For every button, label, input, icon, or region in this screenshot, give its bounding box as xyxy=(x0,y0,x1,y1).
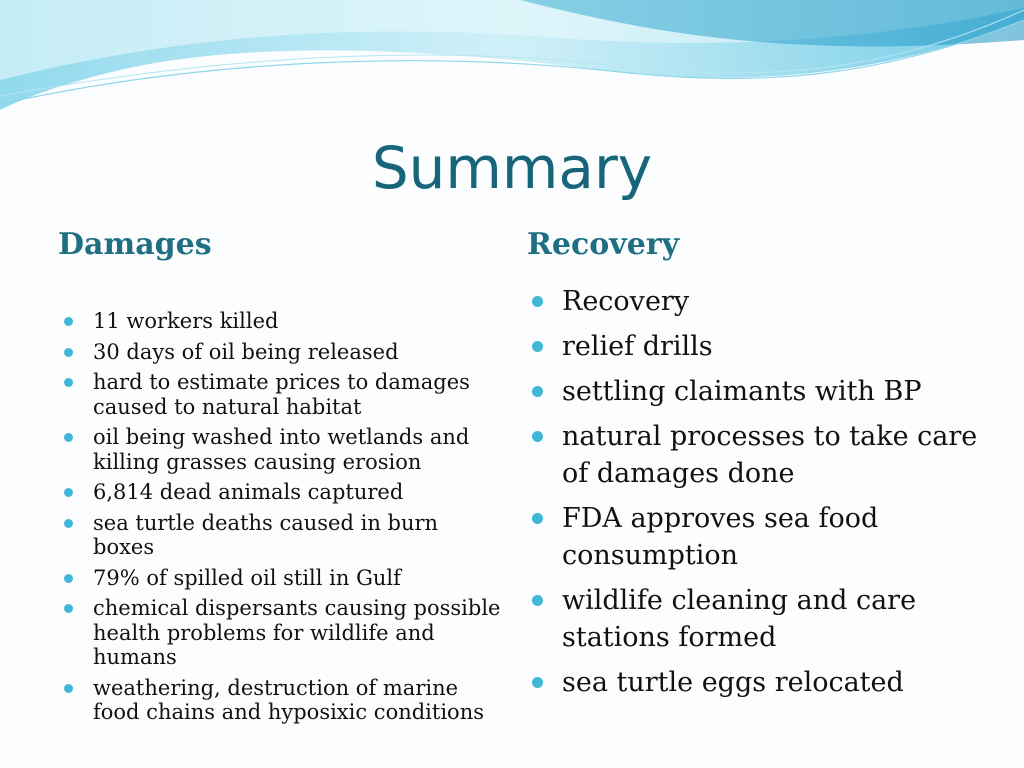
bullet-icon xyxy=(64,574,73,583)
list-item: FDA approves sea food consumption xyxy=(530,500,980,574)
bullet-icon xyxy=(64,488,73,497)
bullet-icon xyxy=(64,317,73,326)
bullet-icon xyxy=(64,348,73,357)
bullet-icon xyxy=(532,296,543,307)
damages-heading: Damages xyxy=(58,227,212,262)
recovery-heading: Recovery xyxy=(527,227,680,262)
list-item: wildlife cleaning and care stations formed xyxy=(530,582,980,656)
bullet-icon xyxy=(64,378,73,387)
bullet-icon xyxy=(64,433,73,442)
bullet-icon xyxy=(532,431,543,442)
bullet-icon xyxy=(64,684,73,693)
recovery-list xyxy=(530,283,980,709)
bullet-icon xyxy=(64,604,73,613)
decorative-wave-banner xyxy=(0,0,1024,130)
bullet-icon xyxy=(532,677,543,688)
list-item: settling claimants with BP xyxy=(530,373,980,410)
list-item: 6,814 dead animals captured xyxy=(62,480,502,505)
list-item: oil being washed into wetlands and killing grasses causing erosion xyxy=(62,425,502,474)
list-item: sea turtle deaths caused in burn boxes xyxy=(62,511,502,560)
list-item: relief drills xyxy=(530,328,980,365)
list-item: Recovery xyxy=(530,283,980,320)
list-item: 11 workers killed xyxy=(62,309,502,334)
list-item: 79% of spilled oil still in Gulf xyxy=(62,566,502,591)
bullet-icon xyxy=(532,341,543,352)
list-item: 30 days of oil being released xyxy=(62,340,502,365)
slide-title: Summary xyxy=(371,134,653,202)
bullet-icon xyxy=(532,595,543,606)
list-item: chemical dispersants causing possible health problems for wildlife and humans xyxy=(62,596,502,670)
bullet-icon xyxy=(532,513,543,524)
list-item: weathering, destruction of marine food chains and hyposixic conditions xyxy=(62,676,502,725)
list-item: natural processes to take care of damages done xyxy=(530,418,980,492)
bullet-icon xyxy=(64,519,73,528)
damages-list xyxy=(62,309,502,731)
bullet-icon xyxy=(532,386,543,397)
list-item: sea turtle eggs relocated xyxy=(530,664,980,701)
list-item: hard to estimate prices to damages caused to natural habitat xyxy=(62,370,502,419)
